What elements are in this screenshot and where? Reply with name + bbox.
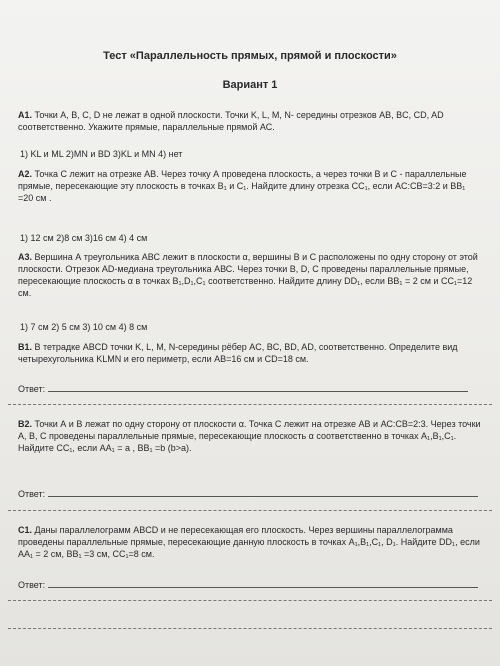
question-a3 <box>18 251 482 299</box>
answer-b2-field[interactable] <box>48 487 478 497</box>
question-a2-label: А2. <box>18 169 33 179</box>
divider <box>8 404 492 405</box>
question-a1-answers: 1) KL и ML 2)MN и BD 3)KL и MN 4) нет <box>20 149 183 159</box>
answer-c1 <box>18 578 478 590</box>
question-b1 <box>18 341 482 365</box>
question-a1-text: Точки А, В, С, D не лежат в одной плоскости. Точки K, L, M, N- середины отрезков AB, BC, CD, AD соответственно. Укажите прямые, параллельные прямой АС. <box>18 110 444 132</box>
answer-c1-field[interactable] <box>48 578 478 588</box>
question-b1-label: В1. <box>18 342 33 352</box>
question-c1 <box>18 524 482 560</box>
question-a1-label: А1. <box>18 110 33 120</box>
answer-c1-label: Ответ: <box>18 580 46 590</box>
question-a1 <box>18 109 482 133</box>
question-c1-text: Даны параллелограмм ABCD и не пересекающая его плоскость. Через вершины параллелограмма проведены параллельные прямые, пересекающие данную плоскость в точках A₁,B₁,C₁, D₁. Найдите DD₁, если AA₁ = 2 см, BB₁ =3 см, CC₁=8 см. <box>18 525 480 559</box>
question-b1-text: В тетрадке ABCD точки K, L, M, N-середины рёбер AC, BC, BD, AD, соответственно. Определите вид четырехугольника KLMN и его периметр, если AB=16 см и CD=18 см. <box>18 342 458 364</box>
answer-b1-label: Ответ: <box>18 384 46 394</box>
question-a3-label: А3. <box>18 252 33 262</box>
divider <box>8 600 492 601</box>
question-a2-text: Точка С лежит на отрезке АВ. Через точку А проведена плоскость, а через точки В и С - параллельные прямые, пересекающие эту плоскость в точках B₁ и C₁. Найдите длину отрезка CC₁, если AC:CB=3:2 и BB₁ =20 см . <box>18 169 467 203</box>
question-b2 <box>18 418 482 454</box>
question-a3-text: Вершина А треугольника АВС лежит в плоскости α, вершины В и С расположены по одну сторону от этой плоскости. Отрезок AD-медиана треугольника АВС. Через точки В, D, С проведены параллельные прямые, пересекающие плоскость α в точках B₁,D₁,C₁ соответственно. Найдите длину DD₁, если BB₁ = 2 см и CC₁=12 см. <box>18 252 478 298</box>
answer-b1-field[interactable] <box>48 382 468 392</box>
test-title: Тест «Параллельность прямых, прямой и плоскости» <box>103 50 397 62</box>
variant-heading: Вариант 1 <box>222 79 278 91</box>
question-a2-answers: 1) 12 см 2)8 см 3)16 см 4) 4 см <box>20 233 148 243</box>
answer-b1 <box>18 382 468 394</box>
question-c1-label: С1. <box>18 525 33 535</box>
question-b2-label: В2. <box>18 419 33 429</box>
divider <box>8 628 492 629</box>
question-a2 <box>18 168 482 204</box>
answer-b2-label: Ответ: <box>18 489 46 499</box>
question-a3-answers: 1) 7 см 2) 5 см 3) 10 см 4) 8 см <box>20 322 148 332</box>
question-b2-text: Точки А и В лежат по одну сторону от плоскости α. Точка С лежит на отрезке АВ и АС:СВ=2:3. Через точки А, В, С проведены параллельные прямые, пересекающие плоскость α соответственно в точках A₁,B₁,C₁. Найдите CC₁, если AA₁ = a , BB₁ =b (b>a). <box>18 419 481 453</box>
answer-b2 <box>18 487 478 499</box>
divider <box>8 510 492 511</box>
